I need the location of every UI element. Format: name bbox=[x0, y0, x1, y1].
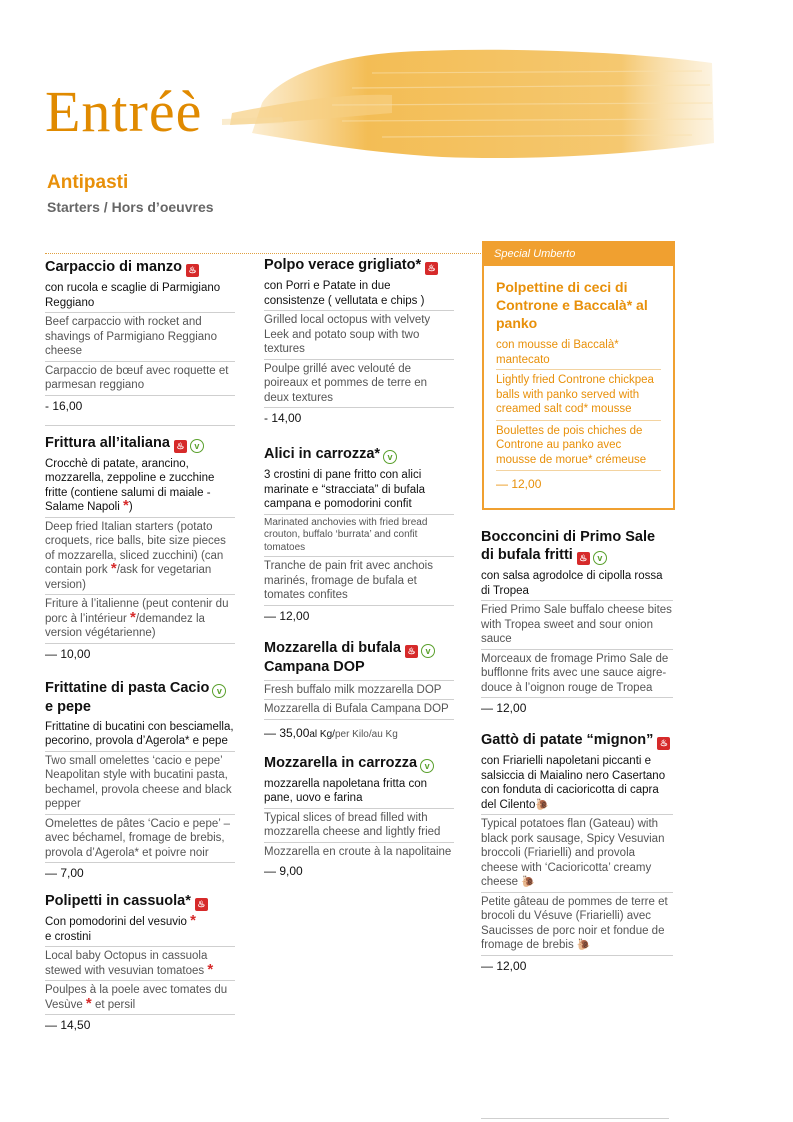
chili-icon: ♨ bbox=[195, 898, 208, 911]
menu-column-3 bbox=[481, 528, 673, 985]
special-translation-fr: Boulettes de pois chiches de Controne au panko avec mousse de morue* crémeuse bbox=[496, 421, 661, 472]
dish-translation-fr: Friture à l’italienne (peut contenir du porc à l’intérieur */demandez la version végétarienne) bbox=[45, 595, 235, 644]
dish-description: mozzarella napoletana fritta con pane, uovo e farina bbox=[264, 777, 454, 809]
menu-item bbox=[264, 445, 454, 623]
menu-item bbox=[45, 892, 235, 1032]
chili-icon: ♨ bbox=[577, 552, 590, 565]
dish-name: Bocconcini di Primo Sale di bufala fritti ♨ v bbox=[481, 529, 656, 563]
dish-translation-en: Grilled local octopus with velvety Leek and potato soup with two textures bbox=[264, 311, 454, 360]
dish-description: con Friarielli napoletani piccanti e salsiccia di Maialino nero Casertano con fonduta di cacioricotta di capra del Cilento🐌 bbox=[481, 754, 673, 815]
chili-icon: ♨ bbox=[186, 264, 199, 277]
allergen-star-icon: * bbox=[207, 960, 214, 978]
vegetarian-icon: v bbox=[593, 551, 607, 565]
slow-food-snail-icon: 🐌 bbox=[535, 798, 550, 811]
dish-translation-en: Typical potatoes flan (Gateau) with black pork sausage, Spicy Vesuvian broccoli (Friarielli) and provola cheese with ‘Cacioricotta’ creamy cheese 🐌 bbox=[481, 815, 673, 893]
dish-translation-fr: Carpaccio de bœuf avec roquette et parmesan reggiano bbox=[45, 362, 235, 396]
dish-description: 3 crostini di pane fritto con alici marinate e “stracciata” di bufala campana e pomodorini confit bbox=[264, 468, 454, 515]
allergen-star-icon: * bbox=[85, 994, 92, 1012]
dish-description-alt: Mozzarella di Bufala Campana DOP bbox=[264, 700, 454, 720]
dish-description: con rucola e scaglie di Parmigiano Reggiano bbox=[45, 281, 235, 313]
dish-price: - 16,00 bbox=[45, 398, 83, 413]
menu-column-2 bbox=[264, 256, 454, 890]
dish-price: — 12,00 bbox=[264, 608, 310, 623]
dish-name: Polpo verace grigliato* ♨ bbox=[264, 256, 454, 275]
dish-description: Con pomodorini del vesuvio * e crostini bbox=[45, 915, 235, 947]
special-price: — 12,00 bbox=[496, 477, 542, 491]
dish-description: con salsa agrodolce di cipolla rossa di Tropea bbox=[481, 569, 673, 601]
menu-item bbox=[481, 731, 673, 973]
footer-divider bbox=[481, 1118, 669, 1119]
dish-price: - 14,00 bbox=[264, 411, 302, 425]
special-dish-name: Polpettine di ceci di Controne e Baccalà* al panko bbox=[496, 279, 648, 331]
special-translation-en: Lightly fried Controne chickpea balls with panko served with creamed salt cod* mousse bbox=[496, 370, 661, 421]
dish-translation-en: Local baby Octopus in cassuola stewed with vesuvian tomatoes * bbox=[45, 947, 235, 981]
chili-icon: ♨ bbox=[174, 440, 187, 453]
dish-name: Frittatine di pasta Cacio v e pepe bbox=[45, 679, 235, 716]
vegetarian-icon: v bbox=[212, 684, 226, 698]
chili-icon: ♨ bbox=[405, 645, 418, 658]
dish-translation-en: Deep fried Italian starters (potato croquets, rice balls, bite size pieces of mozzarella, sliced zucchini) (can contain pork */ask for vegetarian version) bbox=[45, 518, 235, 596]
divider bbox=[45, 253, 485, 254]
special-dish-description: con mousse di Baccalà* mantecato bbox=[496, 338, 661, 370]
vegetarian-icon: v bbox=[190, 439, 204, 453]
menu-item bbox=[264, 256, 454, 425]
special-body bbox=[484, 266, 673, 491]
dish-description: Frittatine di bucatini con besciamella, pecorino, provola d’Agerola* e pepe bbox=[45, 720, 235, 752]
dish-translation-fr: Morceaux de fromage Primo Sale de bufflonne frits avec une sauce aigre-douce à l’oignon rouge de Tropea bbox=[481, 650, 673, 699]
menu-item bbox=[45, 679, 235, 881]
allergen-star-icon: * bbox=[110, 560, 117, 577]
allergen-star-icon: * bbox=[190, 912, 196, 929]
dish-translation-en: Marinated anchovies with fried bread crouton, buffalo ‘burrata’ and confit tomatoes bbox=[264, 515, 454, 558]
vegetarian-icon: v bbox=[421, 644, 435, 658]
dish-name: Polipetti in cassuola* ♨ bbox=[45, 892, 235, 911]
vegetarian-icon: v bbox=[383, 450, 397, 464]
chili-icon: ♨ bbox=[425, 262, 438, 275]
dish-price: — 35,00al Kg/per Kilo/au Kg bbox=[264, 725, 398, 740]
dish-translation-en: Fried Primo Sale buffalo cheese bites with Tropea sweet and sour onion sauce bbox=[481, 601, 673, 650]
dish-price: — 9,00 bbox=[264, 864, 303, 878]
dish-description: con Porri e Patate in due consistenze ( vellutata e chips ) bbox=[264, 279, 454, 311]
menu-column-1 bbox=[45, 258, 235, 1044]
dish-name: Alici in carrozza* v bbox=[264, 445, 454, 464]
vegetarian-icon: v bbox=[420, 759, 434, 773]
dish-translation-fr: Petite gâteau de pommes de terre et brocoli du Vésuve (Friarielli) avec Saucisses de porc noir et fondue de fromage de brebis 🐌 bbox=[481, 893, 673, 956]
dish-translation-en: Fresh buffalo milk mozzarella DOP bbox=[264, 680, 454, 701]
dish-translation-fr: Tranche de pain frit avec anchois marinés, fromage de bufala et tomates confites bbox=[264, 557, 454, 606]
menu-item bbox=[45, 258, 235, 413]
dish-name: Mozzarella in carrozza v bbox=[264, 754, 454, 773]
allergen-star-icon: * bbox=[122, 497, 129, 514]
dish-name: Frittura all’italiana ♨ v bbox=[45, 434, 235, 453]
dish-price: — 7,00 bbox=[45, 866, 84, 880]
special-header: Special Umberto bbox=[484, 243, 673, 266]
dish-translation-en: Beef carpaccio with rocket and shavings of Parmigiano Reggiano cheese bbox=[45, 313, 235, 362]
dish-name: Mozzarella di bufala ♨ v Campana DOP bbox=[264, 639, 454, 676]
menu-item bbox=[264, 639, 454, 740]
dish-translation-fr: Omelettes de pâtes ‘Cacio e pepe’ – avec béchamel, fromage de brebis, provola d’Agerola* et poivre noir bbox=[45, 815, 235, 864]
menu-item bbox=[45, 434, 235, 661]
dish-translation-fr: Poulpes à la poele avec tomates du Vesùve * et persil bbox=[45, 981, 235, 1015]
divider bbox=[45, 425, 235, 426]
section-title: Antipasti bbox=[47, 172, 129, 193]
dish-price: — 12,00 bbox=[481, 701, 527, 715]
allergen-star-icon: * bbox=[130, 608, 136, 626]
menu-item bbox=[481, 528, 673, 715]
dish-translation-fr: Mozzarella en croute à la napolitaine bbox=[264, 845, 452, 858]
section-subtitle: Starters / Hors d’oeuvres bbox=[47, 199, 214, 215]
dish-price: — 14,50 bbox=[45, 1018, 91, 1032]
slow-food-snail-icon: 🐌 bbox=[576, 939, 591, 951]
chili-icon: ♨ bbox=[657, 737, 670, 750]
dish-translation-en: Two small omelettes ‘cacio e pepe’ Neapolitan style with bucatini pasta, bechamel, provola cheese and black pepper bbox=[45, 752, 235, 815]
dish-name: Gattò di patate “mignon” ♨ bbox=[481, 731, 673, 750]
dish-translation-en: Typical slices of bread filled with mozzarella cheese and lightly fried bbox=[264, 809, 454, 843]
paint-brush-stroke bbox=[222, 33, 720, 167]
dish-name: Carpaccio di manzo ♨ bbox=[45, 258, 235, 277]
dish-translation-fr: Poulpe grillé avec velouté de poireaux et pommes de terre en deux textures bbox=[264, 360, 454, 409]
special-box bbox=[482, 241, 675, 510]
dish-price: — 10,00 bbox=[45, 646, 91, 661]
dish-price: — 12,00 bbox=[481, 958, 527, 973]
dish-description: Crocchè di patate, arancino, mozzarella, zeppoline e zucchine fritte (contiene salumi di maiale - Salame Napoli *) bbox=[45, 457, 235, 518]
page-title: Entréè bbox=[45, 79, 203, 144]
menu-item bbox=[264, 754, 454, 879]
slow-food-snail-icon: 🐌 bbox=[521, 876, 535, 888]
